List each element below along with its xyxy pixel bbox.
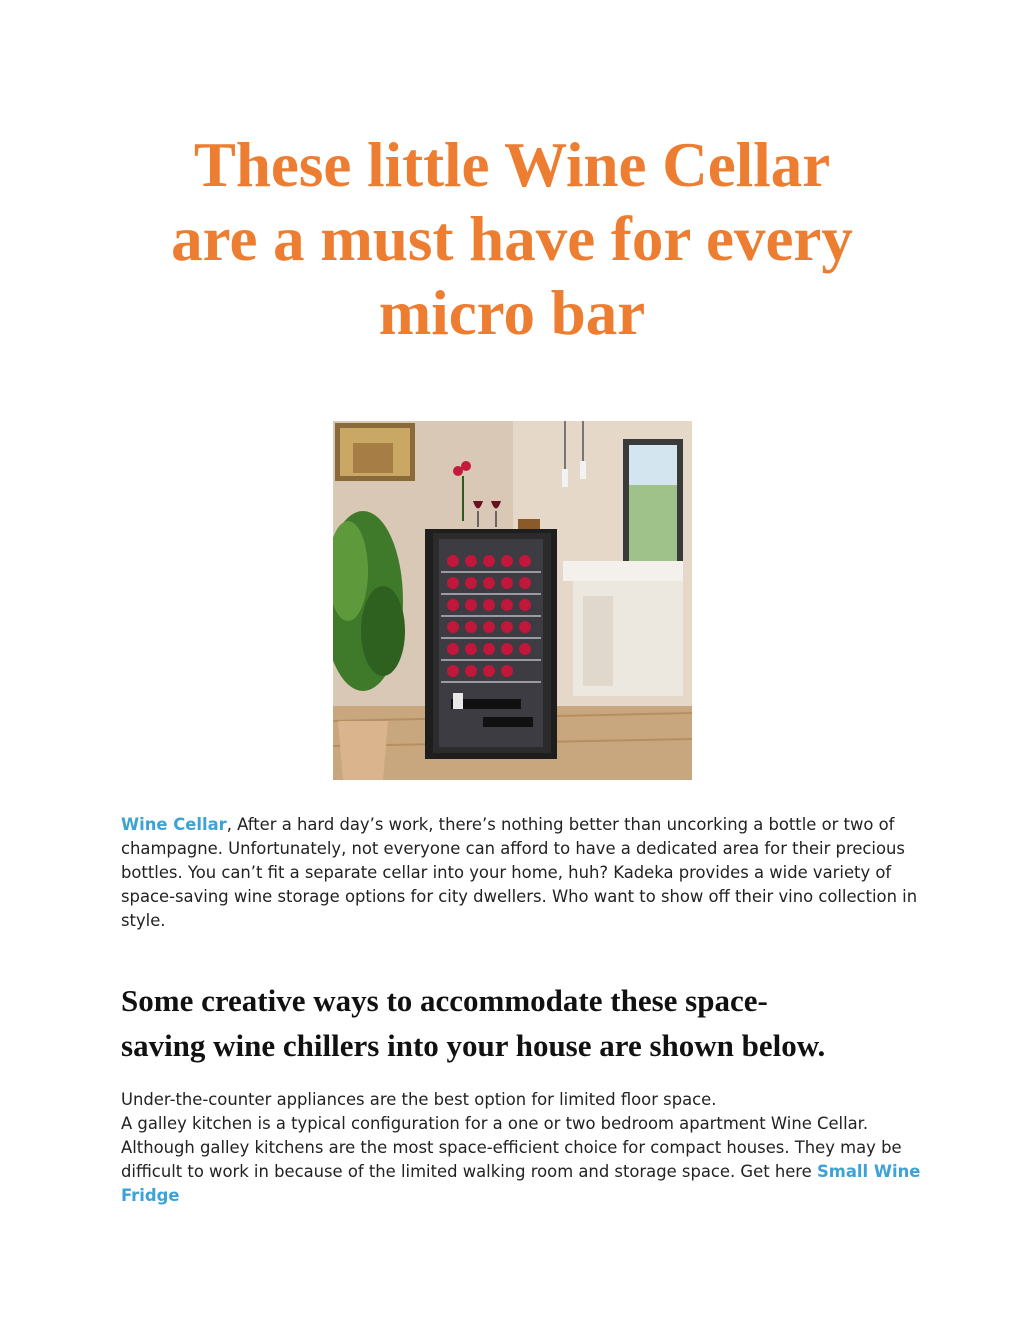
- intro-text: , After a hard day’s work, there’s nothing better than uncorking a bottle or two of champagne. Unfortunately, not everyone can afford to have a dedicated area for their precious bottles. You can’t fit a separate cellar into your home, huh? Kadeka provides a wide variety of space-saving wine storage options for city dwellers. Who want to show off their vino collection in style.: [121, 815, 918, 930]
- wine-cellar-link[interactable]: Wine Cellar: [121, 815, 227, 834]
- title-line-1: These little Wine Cellar: [193, 130, 831, 200]
- small-wine-fridge-link[interactable]: Small Wine Fridge: [121, 1161, 921, 1205]
- page-title: [0, 128, 1024, 350]
- intro-paragraph: [121, 813, 921, 933]
- section-heading-line-1: Some creative ways to accommodate these space-: [121, 983, 768, 1018]
- section-heading: [121, 978, 941, 1068]
- wine-fridge-illustration: [333, 421, 692, 780]
- title-line-3: micro bar: [378, 278, 646, 348]
- section-line-2: A galley kitchen is a typical configuration for a one or two bedroom apartment Wine Cellar. Although galley kitchens are the most space-efficient choice for compact houses. They may be difficult to work in because of the limited walking room and storage space. Get here: [121, 1113, 902, 1181]
- wine-fridge-photo: [333, 421, 692, 780]
- section-paragraph: [121, 1088, 921, 1208]
- section-line-1: Under-the-counter appliances are the best option for limited floor space.: [121, 1090, 717, 1109]
- title-line-2: are a must have for every: [171, 204, 853, 274]
- section-heading-line-2: saving wine chillers into your house are shown below.: [121, 1028, 826, 1063]
